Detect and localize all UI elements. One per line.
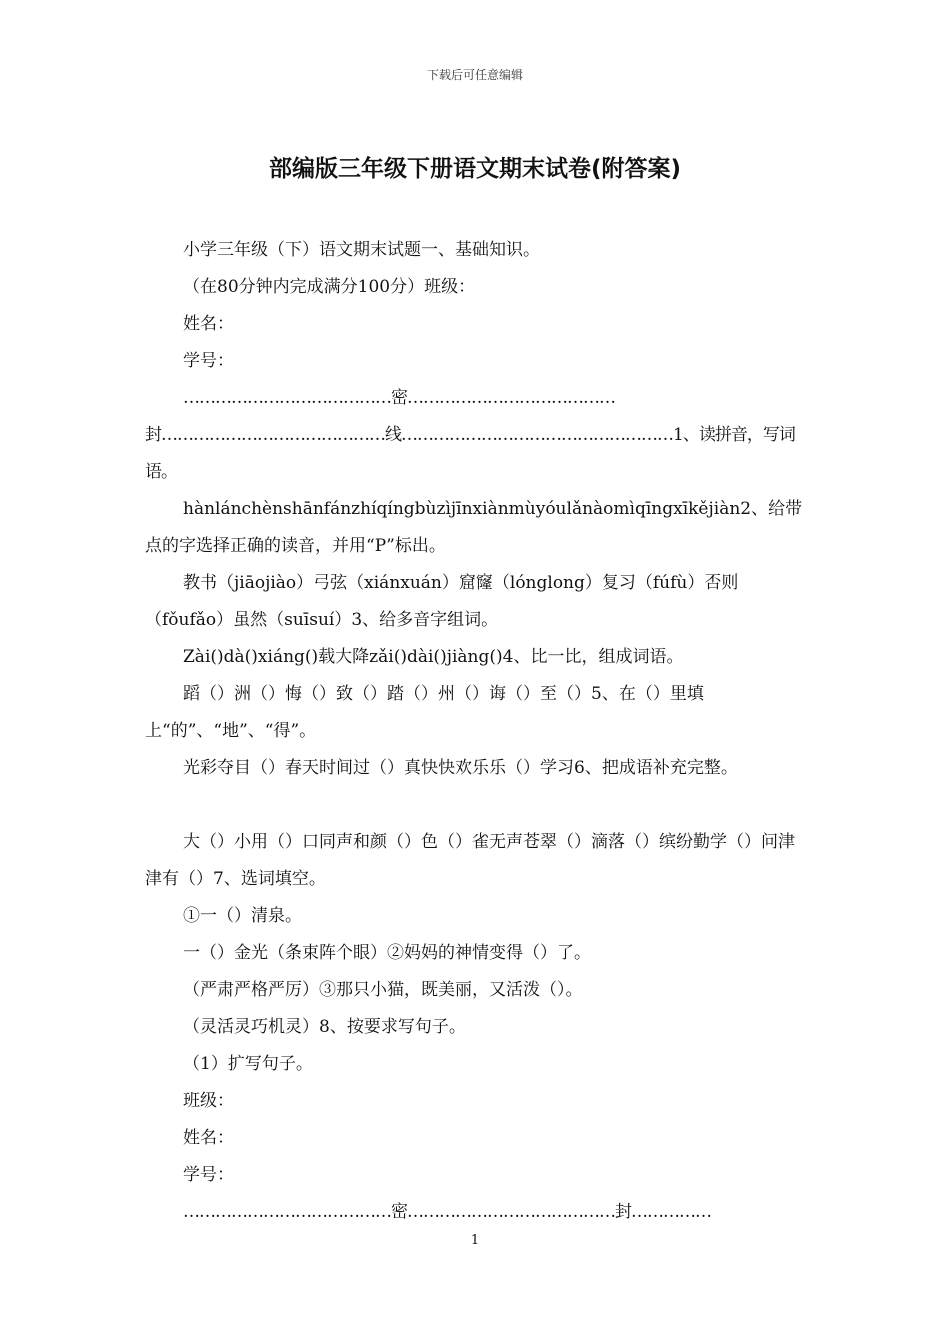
paragraph: （在80分钟内完成满分100分）班级： (183, 277, 476, 297)
page-number: 1 (470, 1233, 480, 1248)
paragraph: 教书（jiāojiào）弓弦（xiánxuán）窟窿（lónglong）复习（fúfù）否则（fǒufǎo）虽然（suīsuí）3、给多音字组词。 (145, 573, 739, 630)
paragraph: 姓名： (183, 1128, 234, 1148)
seal-line-paragraph: …………………………………密…………………………………封……………………………………线……………………………………………1、读拼音，写词语。 (145, 388, 795, 482)
page-header-note: 下载后可任意编辑 (426, 68, 523, 82)
seal-line-paragraph: …………………………………密…………………………………封…………… (183, 1202, 711, 1222)
document-body (145, 232, 809, 1231)
paragraph: 大（）小用（）口同声和颜（）色（）雀无声苍翠（）滴落（）缤纷勤学（）问津津有（）7、选词填空。 (145, 832, 795, 889)
paragraph: 小学三年级（下）语文期末试题一、基础知识。 (183, 240, 540, 260)
paragraph: 蹈（）洲（）悔（）致（）踏（）州（）诲（）至（）5、在（）里填上“的”、“地”、“得”。 (145, 684, 704, 741)
paragraph: 姓名： (183, 314, 234, 334)
paragraph: （严肃严格严厉）③那只小猫，既美丽，又活泼（）。 (183, 980, 583, 1000)
paragraph: Zài()dà()xiáng()载大降zǎi()dài()jiàng()4、比一比，组成词语。 (183, 647, 684, 667)
paragraph: 一（）金光（条束阵个眼）②妈妈的神情变得（）了。 (183, 943, 591, 963)
blank-line (145, 787, 809, 824)
paragraph: 学号： (183, 1165, 234, 1185)
paragraph: ①一（）清泉。 (183, 906, 302, 926)
paragraph: （1）扩写句子。 (183, 1054, 313, 1074)
paragraph: 学号： (183, 351, 234, 371)
paragraph: hànlánchènshānfánzhíqíngbùzìjīnxiànmùyóulǎnàomìqīngxīkějiàn2、给带点的字选择正确的读音，并用“P”标出。 (145, 499, 803, 556)
paragraph: 班级： (183, 1091, 234, 1111)
paragraph: 光彩夺目（）春天时间过（）真快快欢乐乐（）学习6、把成语补充完整。 (183, 758, 738, 778)
document-title: 部编版三年级下册语文期末试卷(附答案) (268, 156, 682, 182)
paragraph: （灵活灵巧机灵）8、按要求写句子。 (183, 1017, 466, 1037)
